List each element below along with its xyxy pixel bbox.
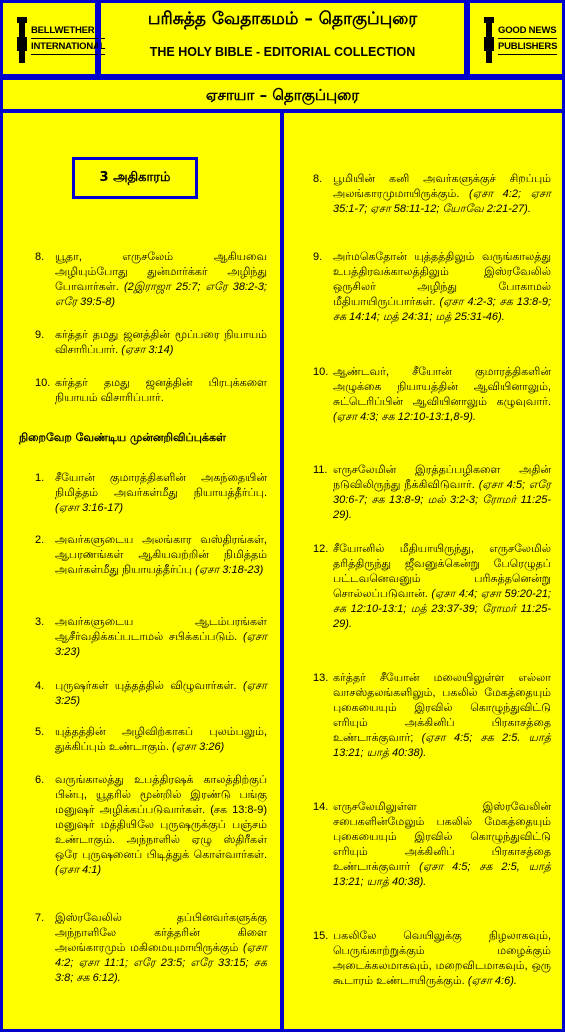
item-number: 7.: [35, 912, 45, 924]
item-number: 2.: [35, 534, 45, 546]
item-text: யுத்தத்தின் அழிவிற்காகப் புலம்பலும், துக்கிப்பும் உண்டாகும்.: [55, 726, 267, 753]
item-text: அவர்களுடைய ஆடம்பரங்கள் ஆசீர்வதிக்கப்படாமல் சபிக்கப்படும்.: [55, 616, 267, 643]
item-number: 9.: [35, 329, 45, 341]
item-reference: (ஏசா 4:2; ஏசா 11:1; எரே 23:5; எரே 33:15; சக 3:8; சக 6:12).: [55, 942, 267, 984]
good-news-logo: [478, 15, 558, 65]
item-text: சீயோன் குமாரத்திகளின் அகந்தையின் நிமித்தம் அவர்கள்மீது நியாயத்தீர்ப்பு.: [55, 472, 267, 499]
item-number: 14.: [313, 801, 329, 813]
item-reference: (ஏசா 3:26): [172, 741, 225, 753]
item-reference: (ஏசா 4:1): [55, 864, 102, 876]
item-reference: (2இராஜா 25:7; எரே 38:2-3; எரே 39:5-8): [55, 281, 267, 308]
item-number: 12.: [313, 543, 329, 555]
item-reference: (ஏசா 3:18-23): [195, 564, 264, 576]
page-subtitle: ஏசாயா – தொகுப்புரை: [205, 86, 360, 104]
item-text: புருஷர்கள் யுத்தத்தில் விழுவார்கள்.: [55, 680, 243, 692]
page-title-english: THE HOLY BIBLE - EDITORIAL COLLECTION: [149, 45, 416, 59]
item-text: அர்மகெதோன் யுத்தத்திலும் வருங்காலத்து உபத்திரவக்காலத்திலும் இஸ்ரவேலில் ஒருசிலர் அழிந்து போகாமல் மீதியாயிருப்பார்கள்.: [333, 251, 551, 308]
item-reference: (ஏசா 4:3; சக 12:10-13:1,8-9).: [333, 411, 476, 423]
item-text: எருசலேமிலுள்ள இஸ்ரவேலின் சபைகளின்மேலும் பகலில் மேகத்தையும் புகையையும் இரவில் கொழுந்துவிட்டு எரியும் அக்கினிப் பிரகாசத்தை உண்டாக்குவார்: [333, 801, 551, 873]
item-text: ஆண்டவர், சீயோன் குமாரத்திகளின் அழுக்கை நியாயத்தின் ஆவியினாலும், சுட்டெரிப்பின் ஆவியினாலும் கழுவுவார்.: [333, 366, 551, 408]
item-text: பூமியின் கனி அவர்களுக்குச் சிறப்பும் அலங்காரமுமாயிருக்கும்.: [333, 173, 551, 200]
item-text: சீயோனில் மீதியாயிருந்து, எருசலேமில் தரித்திருந்து ஜீவனுக்கென்று பேரெழுதப் பட்டவனெவனும் பரிசுத்தனென்று சொல்லப்படுவான்.: [333, 543, 551, 600]
item-text: பகலிலே வெயிலுக்கு நிழலாகவும், பெருங்காற்றுக்கும் மழைக்கும் அடைக்கலமாகவும், மறைவிடமாகவும், ஒரு கூடாரம் உண்டாயிருக்கும்.: [333, 930, 551, 987]
item-number: 9.: [313, 251, 323, 263]
section-heading: நிறைவேற வேண்டிய முன்னறிவிப்புக்கள்: [19, 431, 226, 444]
bellwether-logo: [11, 15, 106, 65]
item-number: 15.: [313, 930, 329, 942]
left-logo-panel: [0, 0, 106, 77]
chapter-heading: 3 அதிகாரம்: [72, 157, 198, 199]
item-number: 11.: [313, 464, 328, 476]
logo-left-line2: INTERNATIONAL: [31, 39, 105, 55]
item-reference: (ஏசா 4:2; ஏசா 35:1-7; ஏசா 58:11-12; யோவே 2:21-27).: [333, 188, 552, 215]
right-logo-panel: [467, 0, 565, 77]
item-number: 5.: [35, 726, 45, 738]
item-text: கர்த்தர் சீயோன் மலையிலுள்ள எல்லா வாசஸ்தலங்களிலும், பகலில் மேகத்தையும் புகையையும் இரவில் கொழுந்துவிட்டு எரியும் அக்கினிப் பிரகாசத்தை உண்டாக்குவார்;: [333, 672, 551, 744]
item-number: 3.: [35, 616, 45, 628]
item-reference: (ஏசா 4:2-3; சக 13:8-9; சக 14:14; மத் 24:31; மத் 25:31-46).: [333, 296, 552, 323]
item-text: வருங்காலத்து உபத்திரஷக் காலத்திற்குப் பின்பு, யூதரில் மூன்றில் இரண்டு பங்கு மனுஷர் அழிக்கப்படுவார்கள். (சக 13:8-9) மனுஷர் மத்தியிலே புருஷருக்குப் பஞ்சம் உண்டாகும். அந்நாளில் ஏழு ஸ்திரீகள் ஒரே புருஷனைப் பிடித்துக் கொள்வார்கள்.: [55, 774, 267, 861]
item-number: 13.: [313, 672, 329, 684]
item-reference: (ஏசா 3:16-17): [55, 502, 124, 514]
logo-left-line1: BELLWETHER: [31, 23, 105, 39]
subtitle-bar: [0, 77, 565, 112]
item-reference: (ஏசா 4:5; சக 2:5, யாத் 13:21; யாத் 40:38).: [333, 861, 551, 888]
item-text: கர்த்தர் தமது ஜனத்தின் மூப்பரை நியாயம் விசாரிப்பார்.: [55, 329, 267, 356]
item-text: இஸ்ரவேலில் தப்பினவர்களுக்கு அந்நாளிலே கர்த்தரின் கிளை அலங்காரமும் மகிமையுமாயிருக்கும்: [55, 912, 267, 954]
page-title-tamil: பரிசுத்த வேதாகமம் – தொகுப்புரை: [147, 9, 418, 29]
right-column: [281, 110, 565, 1032]
item-number: 10.: [35, 377, 51, 389]
item-reference: (ஏசா 4:4; ஏசா 59:20-21; சக 12:10-13:1; மத் 23:37-39; ரோமர் 11:25-29).: [333, 588, 551, 630]
logo-right-line1: GOOD NEWS: [498, 23, 557, 39]
item-number: 8.: [35, 251, 45, 263]
item-number: 1.: [35, 472, 45, 484]
item-reference: (ஏசா 4:6).: [467, 975, 517, 987]
item-number: 8.: [313, 173, 323, 185]
left-column: [0, 110, 283, 1032]
item-text: எருசலேமின் இரத்தப்பழிகளை அதின் நடுவிலிருந்து நீக்கிவிடுவார்.: [333, 464, 551, 491]
item-text: யூதா, எருசலேம் ஆகியவை அழியும்போது துன்மார்க்கர் அழிந்து போவார்கள்.: [55, 251, 267, 293]
item-reference: (ஏசா 4:5; எரே 30:6-7; சக 13:8-9; மல் 3:2-3; ரோமர் 11:25-29).: [333, 479, 551, 521]
item-number: 10.: [313, 366, 329, 378]
title-panel: [98, 0, 467, 77]
item-reference: (ஏசா 4:5; சக 2:5. யாத் 13:21; யாத் 40:38).: [333, 732, 552, 759]
item-number: 6.: [35, 774, 45, 786]
item-reference: (ஏசா 3:23): [55, 631, 267, 658]
item-reference: (ஏசா 3:25): [55, 680, 267, 707]
shepherd-figure-icon: [482, 17, 496, 63]
item-text: அவர்களுடைய அலங்கார வஸ்திரங்கள், ஆபரணங்கள் ஆகியவற்றின் நிமித்தம் அவர்கள்மீது நியாயத்தீர்ப்பு: [55, 534, 267, 576]
item-number: 4.: [35, 680, 45, 692]
shepherd-figure-icon: [15, 17, 29, 63]
logo-right-line2: PUBLISHERS: [498, 39, 557, 55]
item-reference: (ஏசா 3:14): [121, 344, 174, 356]
item-text: கர்த்தர் தமது ஜனத்தின் பிரபுக்களை நியாயம் விசாரிப்பார்.: [55, 377, 267, 404]
